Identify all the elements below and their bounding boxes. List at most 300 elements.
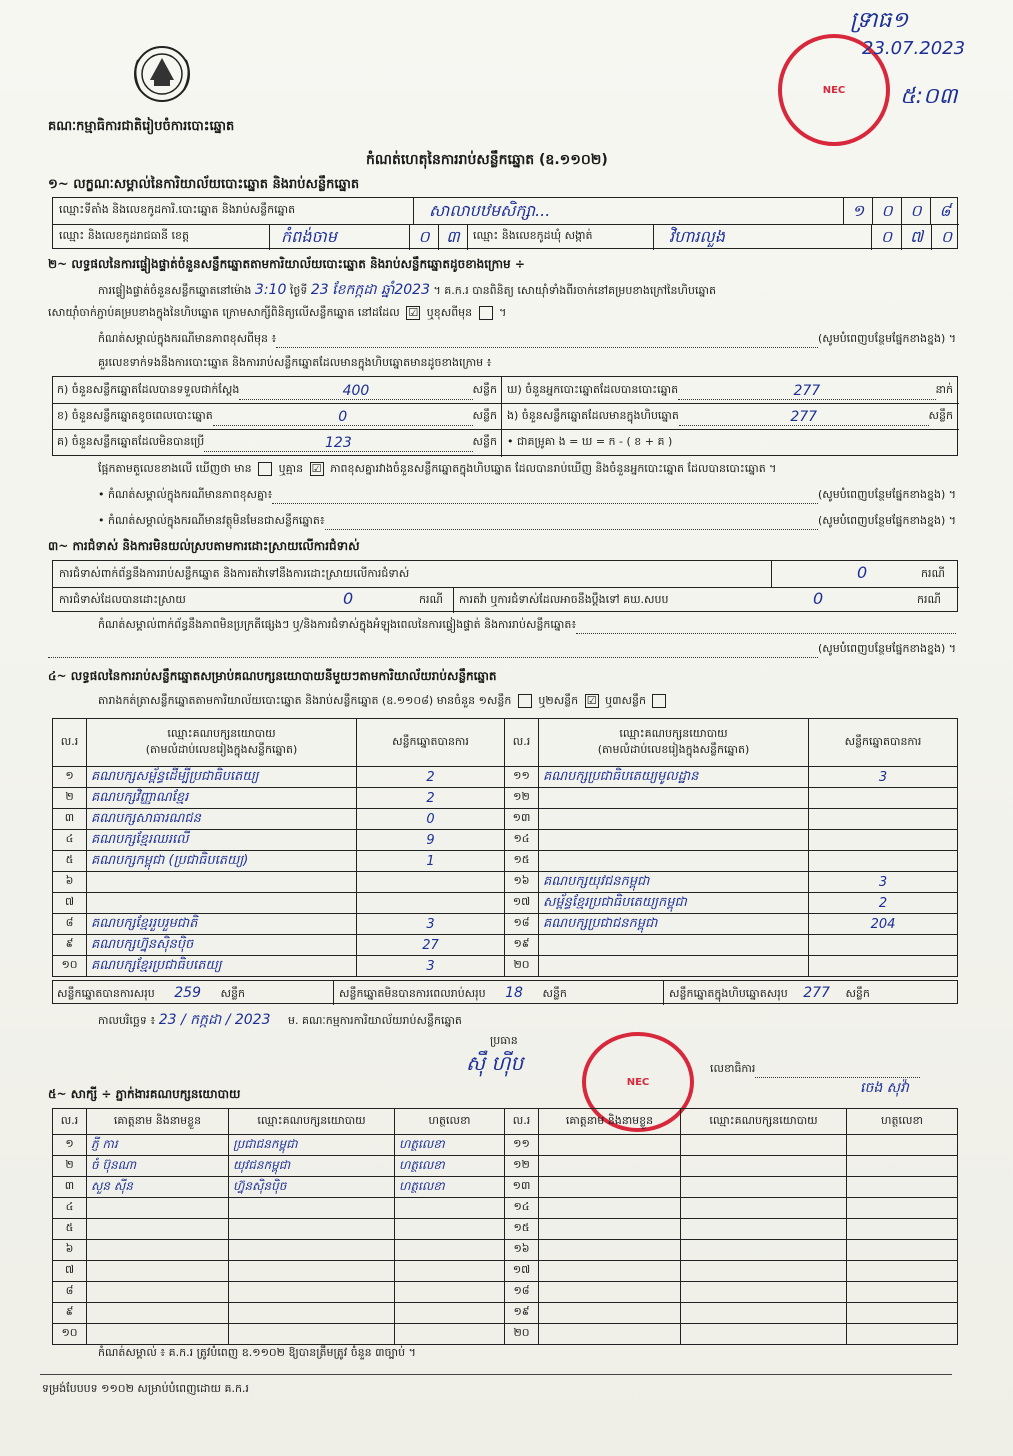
witness-signature [395, 1324, 505, 1345]
witness-party [681, 1282, 847, 1303]
commune-value: វិហារលួង [669, 227, 725, 246]
seal-line [48, 306, 506, 322]
seal-line-end: ។ [499, 306, 507, 319]
row-number: ១០ [53, 956, 87, 977]
party-name: គណបក្សប្រជាធិបតេយ្យមូលដ្ឋាន [539, 767, 809, 788]
total-invalid-label: សន្លឹកឆ្នោតមិនបានការពេលរាប់សរុប [339, 987, 486, 1000]
vote-count [357, 893, 505, 914]
vote-count: 2 [809, 893, 958, 914]
total-box-value: 277 [803, 985, 830, 1001]
col-header-party: ឈ្មោះគណបក្សនយោបាយ [681, 1109, 847, 1135]
total-valid-label: សន្លឹកឆ្នោតបានការសរុប [57, 987, 155, 1000]
witness-signature [395, 1303, 505, 1324]
row-number: ១២ [505, 1156, 539, 1177]
col-header-no: ល.រ [53, 1109, 87, 1135]
party-header-sub: (តាមលំដាប់លេខរៀងក្នុងសន្លឹកឆ្នោត) [597, 742, 750, 756]
table-row [53, 1219, 958, 1240]
figure-in-box [507, 409, 953, 426]
party-name [539, 851, 809, 872]
table-row [53, 1240, 958, 1261]
row-number: ២០ [505, 1324, 539, 1345]
witness-signature [395, 1261, 505, 1282]
vote-count: 2 [357, 767, 505, 788]
row-number: ១៩ [505, 1303, 539, 1324]
vote-count: 0 [357, 809, 505, 830]
witness-signature: ហត្ថលេខា [395, 1135, 505, 1156]
totals-row [52, 980, 958, 1004]
witness-name: សួន ស៊ីន [87, 1177, 229, 1198]
vote-count: 3 [809, 872, 958, 893]
witness-name [87, 1261, 229, 1282]
row-number: ១៩ [505, 935, 539, 956]
section4-intro [98, 694, 669, 710]
party-name: គណបក្សខ្មែរប្រជាធិបតេយ្យ [87, 956, 357, 977]
witness-signature [847, 1240, 958, 1261]
date-line [98, 1010, 462, 1031]
province-label: ឈ្មោះ និងលេខកូដរាជធានី ខេត្ត [59, 229, 189, 242]
row-number: ១១ [505, 1135, 539, 1156]
party-name [539, 809, 809, 830]
president-name: ស៊ឹ ហ៊ីប [466, 1051, 524, 1075]
witness-signature [847, 1177, 958, 1198]
witness-party [681, 1198, 847, 1219]
seal-changed-checkbox[interactable] [479, 306, 493, 320]
party-name: គណបក្សយុវជនកម្ពុជា [539, 872, 809, 893]
code-digit: ០ [901, 198, 930, 224]
sheets-2-label: ឬ២សន្លឹក [538, 694, 579, 707]
table-row [53, 809, 958, 830]
witness-signature: ហត្ថលេខា [395, 1177, 505, 1198]
figures-intro: គួរលេខទាក់ទងនឹងការបោះឆ្នោត និងការរាប់សន្លឹកឆ្នោតដែលមានក្នុងហិបឆ្នោតមានដូចខាងក្រោម ៖ [98, 356, 492, 369]
figure-value: 400 [239, 383, 472, 400]
witness-signature [847, 1219, 958, 1240]
stamp-label: NEC [822, 84, 846, 96]
date-value: 23 / កក្កដា / 2023 [158, 1012, 271, 1028]
figure-label: គ) ចំនួនសន្លឹកឆ្នោតដែលមិនបានប្រើ [57, 435, 205, 448]
row-number: ៦ [53, 1240, 87, 1261]
verification-line-rest: ។ គ.ក.រ បានពិនិត្យ សោយ៉ាំទាំងពីរចាក់នៅគម្របខាងក្រៅនៃហិបឆ្នោត [433, 284, 716, 297]
commission-name: គណៈកម្មាធិការជាតិរៀបចំការបោះឆ្នោត [48, 119, 235, 134]
witness-signature [395, 1282, 505, 1303]
form-footer: ទម្រង់បែបបទ ១១០២ សម្រាប់បំពេញដោយ គ.ក.រ [42, 1382, 249, 1395]
difference-yes-checkbox[interactable] [258, 462, 272, 476]
party-name: គណបក្សវិញ្ញាណខ្មែរ [87, 788, 357, 809]
col-header-party: ឈ្មោះគណបក្សនយោបាយ [229, 1109, 395, 1135]
witness-party [681, 1324, 847, 1345]
table-row [53, 788, 958, 809]
table-row [53, 767, 958, 788]
compare-line [98, 462, 776, 478]
president-label: ប្រធាន [490, 1034, 518, 1047]
witness-name [87, 1240, 229, 1261]
note1-line [98, 332, 956, 348]
objections-unit: ករណី [921, 567, 945, 580]
col-header-party [87, 719, 357, 767]
location-value: សាលាបឋមសិក្សា... [429, 201, 551, 220]
witness-party [681, 1240, 847, 1261]
witness-name: ចំ ប៊ុនណា [87, 1156, 229, 1177]
section3-note-label: កំណត់សម្គាល់ពាក់ព័ន្ធនឹងភាពមិនប្រក្រតីផ្សេងៗ ឬ/និងការជំទាស់ក្នុងអំឡុងពេលនៃការផ្ទៀងផ្ទាត់ និងការរាប់សន្លឹកឆ្នោត៖ [98, 618, 577, 631]
total-box-label: សន្លឹកឆ្នោតក្នុងហិបឆ្នោតសរុប [669, 987, 788, 1000]
figure-label: ឃ) ចំនួនអ្នកបោះឆ្នោតដែលបានបោះឆ្នោត [507, 383, 679, 396]
figure-voters [507, 383, 953, 400]
verification-line [98, 280, 716, 301]
seal-intact-checkbox[interactable]: ☑ [406, 306, 420, 320]
row-number: ៥ [53, 851, 87, 872]
witness-signature [847, 1135, 958, 1156]
code-digit: ៣ [438, 224, 468, 250]
witness-table [52, 1108, 958, 1345]
col-header-no: ល.រ [505, 719, 539, 767]
row-number: ៤ [53, 830, 87, 851]
section1-title: ១~ លក្ខណៈសម្គាល់នៃការិយាល័យបោះឆ្នោត និងរាប់សន្លឹកឆ្នោត [48, 177, 360, 192]
witness-name [539, 1261, 681, 1282]
figure-formula: • ជាគម្រូគា ង = ឃ = ក - ( ខ + គ ) [507, 435, 673, 448]
row-number: ១០ [53, 1324, 87, 1345]
witness-name [87, 1303, 229, 1324]
figure-received [57, 383, 497, 400]
compare-text: ផ្អែកតាមតួលេខខាងលើ ឃើញថា មាន [98, 462, 252, 475]
witness-party [681, 1261, 847, 1282]
province-code [409, 224, 468, 250]
witness-party [681, 1156, 847, 1177]
difference-no-checkbox[interactable]: ☑ [310, 462, 324, 476]
table-row [53, 1261, 958, 1282]
vote-count: 204 [809, 914, 958, 935]
date-label: កាលបរិច្ឆេទ ៖ [98, 1014, 156, 1027]
results-body [53, 767, 958, 977]
sheets-3-label: ឬ៣សន្លឹក [605, 694, 646, 707]
table-row [53, 914, 958, 935]
section3-note-field2[interactable] [48, 642, 818, 658]
appeal-label: ការតវ៉ា ឬការជំទាស់ដែលអាចនឹងប្តឹងទៅ គឃ.សបប [459, 593, 669, 606]
witness-signature [847, 1198, 958, 1219]
witness-party [681, 1135, 847, 1156]
row-number: ៥ [53, 1219, 87, 1240]
witness-party [229, 1261, 395, 1282]
row-number: ២០ [505, 956, 539, 977]
party-name: សម្ព័ន្ធខ្មែរប្រជាធិបតេយ្យកម្ពុជា [539, 893, 809, 914]
witness-signature [395, 1240, 505, 1261]
figure-unit: នាក់ [935, 383, 953, 396]
bullet2-hint: (សូមបំពេញបន្ថែមផ្នែកខាងខ្នង) ។ [817, 514, 956, 527]
figure-unit: សន្លឹក [472, 435, 497, 448]
witness-party [229, 1303, 395, 1324]
row-number: ១៥ [505, 851, 539, 872]
table-row [53, 851, 958, 872]
bullet1-field[interactable] [272, 488, 818, 504]
verification-day: 23 [310, 282, 329, 298]
witness-party: យុវជនកម្ពុជា [229, 1156, 395, 1177]
row-number: ៤ [53, 1198, 87, 1219]
figure-unit: សន្លឹក [472, 409, 497, 422]
party-name [539, 830, 809, 851]
table-row [53, 1303, 958, 1324]
vote-count [809, 935, 958, 956]
table-row [53, 1282, 958, 1303]
figure-spoiled [57, 409, 497, 426]
figure-value: 0 [213, 409, 473, 426]
witness-name [539, 1303, 681, 1324]
party-header-label: ឈ្មោះគណបក្សនយោបាយ [167, 726, 276, 740]
row-number: ១៧ [505, 1261, 539, 1282]
commune-code [871, 224, 961, 250]
figure-label: ក) ចំនួនសន្លឹកឆ្នោតដែលបានទទួលជាក់ស្តែង [57, 383, 240, 396]
party-name [539, 956, 809, 977]
party-name [539, 788, 809, 809]
figure-value: 277 [679, 409, 929, 426]
nec-logo [128, 40, 196, 110]
witness-name [539, 1240, 681, 1261]
figure-value: 277 [678, 383, 935, 400]
row-number: ១៨ [505, 1282, 539, 1303]
compare-rest: ភាពខុសគ្នារវាងចំនួនសន្លឹកឆ្នោតក្នុងហិបឆ្នោត ដែលបានរាប់ឃើញ និងចំនួនអ្នកបោះឆ្នោត ដែលបានបោះឆ្នោត ។ [330, 462, 777, 475]
party-name [87, 872, 357, 893]
secretary-signature-field[interactable] [755, 1062, 920, 1078]
bullet2-line [98, 514, 956, 530]
vote-count [809, 809, 958, 830]
secretary-name: ចេង សុវ៉ា [860, 1080, 909, 1096]
col-header-party [539, 719, 809, 767]
vote-count: 3 [809, 767, 958, 788]
party-name [87, 893, 357, 914]
witness-signature [847, 1303, 958, 1324]
party-name: គណបក្សខ្មែរឈរលើ [87, 830, 357, 851]
party-header-label: ឈ្មោះគណបក្សនយោបាយ [619, 726, 728, 740]
table-row [53, 1135, 958, 1156]
resolved-value: 0 [343, 589, 354, 608]
vote-count [809, 851, 958, 872]
col-header-sign: ហត្ថលេខា [847, 1109, 958, 1135]
row-number: ១១ [505, 767, 539, 788]
witness-signature: ហត្ថលេខា [395, 1156, 505, 1177]
sheets-2-checkbox[interactable]: ☑ [585, 694, 599, 708]
witness-party [229, 1324, 395, 1345]
col-header-no: ល.រ [505, 1109, 539, 1135]
objections-value: 0 [857, 563, 868, 582]
vote-count: 2 [357, 788, 505, 809]
witness-signature [847, 1324, 958, 1345]
commune-label: ឈ្មោះ និងលេខកូដឃុំ សង្កាត់ [473, 229, 593, 242]
note1-label: កំណត់សម្គាល់ក្នុងករណីមានភាពខុសពីមុន ៖ [98, 332, 277, 345]
vote-count [809, 788, 958, 809]
row-number: ៨ [53, 1282, 87, 1303]
row-number: ១៣ [505, 809, 539, 830]
row-number: ៦ [53, 872, 87, 893]
seal-changed-label: ឬខុសពីមុន [426, 306, 473, 319]
party-name: គណបក្សប្រជាជនកម្ពុជា [539, 914, 809, 935]
code-digit: ០ [872, 198, 901, 224]
president-signature [466, 1050, 523, 1080]
witness-party: ប្រជាជនកម្ពុជា [229, 1135, 395, 1156]
province-value: កំពង់ចាម [281, 227, 337, 246]
vote-count: 27 [357, 935, 505, 956]
witness-name [539, 1198, 681, 1219]
corner-stamp-date: 23.07.2023 [862, 38, 966, 59]
col-header-name: គោត្តនាម និងនាមខ្លួន [87, 1109, 229, 1135]
figure-label: ខ) ចំនួនសន្លឹកឆ្នោតខូចពេលបោះឆ្នោត [57, 409, 213, 422]
location-label: ឈ្មោះទីតាំង និងលេខកូដការិ.បោះឆ្នោត និងរាប់សន្លឹកឆ្នោត [59, 203, 296, 216]
section3-title: ៣~ ការជំទាស់ និងការមិនយល់ស្របតាមការដោះស្រាយលើការជំទាស់ [48, 539, 360, 553]
witness-party [681, 1303, 847, 1324]
col-header-sign: ហត្ថលេខា [395, 1109, 505, 1135]
witness-name [539, 1324, 681, 1345]
section4-intro-text: តារាងកត់ត្រាសន្លឹកឆ្នោតតាមការិយាល័យបោះឆ្នោត និងរាប់សន្លឹកឆ្នោត (ឧ.១១០៨) មានចំនួន ១សន្លឹក [98, 694, 512, 707]
vote-count: 3 [357, 914, 505, 935]
section2-title: ២~ លទ្ធផលនៃការផ្ទៀងផ្ទាត់ចំនួនសន្លឹកឆ្នោតតាមការិយាល័យបោះឆ្នោត និងរាប់សន្លឹកឆ្នោតដូចខាងក្រោម ÷ [48, 257, 525, 271]
total-valid-unit: សន្លឹក [220, 987, 245, 1000]
party-name: គណបក្សខ្មែររួបរួមជាតិ [87, 914, 357, 935]
table-row [53, 872, 958, 893]
vote-count [809, 956, 958, 977]
total-box [669, 985, 870, 1003]
vote-count [809, 830, 958, 851]
witness-signature [847, 1282, 958, 1303]
table-row [53, 893, 958, 914]
figure-unused [57, 435, 497, 452]
table-row [53, 830, 958, 851]
row-number: ១៦ [505, 1240, 539, 1261]
row-number: ៣ [53, 809, 87, 830]
row-number: ១៤ [505, 830, 539, 851]
code-digit: ៧ [901, 224, 931, 250]
vote-count: 9 [357, 830, 505, 851]
party-name: គណបក្សសាធារណជន [87, 809, 357, 830]
witness-party [229, 1198, 395, 1219]
witness-name [87, 1219, 229, 1240]
party-name: គណបក្សសម្ព័ន្ធដើម្បីប្រជាធិបតេយ្យ [87, 767, 357, 788]
resolved-unit: ករណី [419, 593, 443, 606]
party-header-sub: (តាមលំដាប់លេខរៀងក្នុងសន្លឹកឆ្នោត) [145, 742, 298, 756]
section5-title: ៥~ សាក្សី ÷ ភ្នាក់ងារគណបក្សនយោបាយ [48, 1087, 241, 1101]
col-header-no: ល.រ [53, 719, 87, 767]
party-name: គណបក្សហ្វ៊ុនស៊ិនប៉ិច [87, 935, 357, 956]
col-header-votes: សន្លឹកឆ្នោតបានការ [809, 719, 958, 767]
verification-day-label: ថ្ងៃទី [289, 284, 308, 297]
witness-body [53, 1135, 958, 1345]
section1-box [52, 197, 958, 249]
row-number: ២ [53, 1156, 87, 1177]
total-invalid-unit: សន្លឹក [542, 987, 567, 1000]
secretary-line [710, 1062, 920, 1078]
witness-party [681, 1219, 847, 1240]
vote-count: 1 [357, 851, 505, 872]
verification-time-label: ការផ្ទៀងផ្ទាត់ចំនួនសន្លឹកឆ្នោតនៅម៉ោង [98, 284, 252, 297]
footer-divider [40, 1374, 952, 1375]
witness-name: ភ្ញី ការ [87, 1135, 229, 1156]
section3-note [98, 618, 956, 634]
witness-party: ហ្វ៊ុនស៊ិនប៉ិច [229, 1177, 395, 1198]
party-name: គណបក្សកម្ពុជា (ប្រជាធិបតេយ្យ) [87, 851, 357, 872]
code-digit: ០ [931, 224, 961, 250]
sheets-1-checkbox[interactable] [518, 694, 532, 708]
row-number: ៩ [53, 935, 87, 956]
resolved-label: ការជំទាស់ដែលបានដោះស្រាយ [59, 593, 186, 606]
witness-party [229, 1282, 395, 1303]
section3-note-field[interactable] [576, 618, 956, 634]
figure-unit: សន្លឹក [472, 383, 497, 396]
bullet2-label: • កំណត់សម្គាល់ក្នុងករណីមានវត្ថុមិនមែនជាសន្លឹកឆ្នោត៖ [98, 514, 325, 527]
objections-label: ការជំទាស់ពាក់ព័ន្ធនឹងការរាប់សន្លឹកឆ្នោត និងការតវ៉ាទៅនឹងការដោះស្រាយលើការជំទាស់ [59, 567, 410, 580]
row-number: ១ [53, 1135, 87, 1156]
row-number: ៨ [53, 914, 87, 935]
vote-count: 3 [357, 956, 505, 977]
compare-no-label: ឬគ្មាន [278, 462, 304, 475]
sheets-3-checkbox[interactable] [652, 694, 666, 708]
row-number: ១២ [505, 788, 539, 809]
witness-name [539, 1282, 681, 1303]
section4-title: ៤~ លទ្ធផលនៃការរាប់សន្លឹកឆ្នោតសម្រាប់គណបក្សនយោបាយនីមួយៗតាមការិយាល័យរាប់សន្លឹកឆ្នោត [48, 669, 497, 683]
results-table [52, 718, 958, 977]
table-row [53, 935, 958, 956]
table-row [53, 1198, 958, 1219]
witness-name [87, 1324, 229, 1345]
witness-name [539, 1219, 681, 1240]
row-number: ១ [53, 767, 87, 788]
witness-signature [395, 1219, 505, 1240]
witness-party [229, 1240, 395, 1261]
note1-hint: (សូមបំពេញបន្ថែមផ្នែកខាងខ្នង) ។ [817, 332, 956, 345]
row-number: ១៨ [505, 914, 539, 935]
note1-field[interactable] [276, 332, 818, 348]
row-number: ១៤ [505, 1198, 539, 1219]
figure-label: ង) ចំនួនសន្លឹកឆ្នោតដែលមានក្នុងហិបឆ្នោត [507, 409, 679, 422]
row-number: ១៧ [505, 893, 539, 914]
figure-unit: សន្លឹក [928, 409, 953, 422]
witness-party [229, 1219, 395, 1240]
corner-handwriting-2: ៥:០៣ [900, 84, 958, 109]
section3-hint: (សូមបំពេញបន្ថែមផ្នែកខាងខ្នង) ។ [817, 642, 956, 655]
row-number: ៧ [53, 893, 87, 914]
committee-label: ម. គណៈកម្មការការិយាល័យរាប់សន្លឹកឆ្នោត [288, 1014, 462, 1027]
section3-box [52, 560, 958, 612]
appeal-value: 0 [813, 589, 824, 608]
bullet1-hint: (សូមបំពេញបន្ថែមផ្នែកខាងខ្នង) ។ [817, 488, 956, 501]
witness-signature [847, 1261, 958, 1282]
vote-count [357, 872, 505, 893]
location-code [843, 198, 959, 224]
stamp-label: NEC [626, 1076, 650, 1088]
witness-party [681, 1177, 847, 1198]
section3-note-line2 [48, 642, 956, 658]
seal-line-text: សោយ៉ាំចាក់ភ្ជាប់គម្របខាងក្នុងនៃហិបឆ្នោត ក្រោមសាក្សីពិនិត្យលើសន្លឹកឆ្នោត នៅដដែល [48, 306, 400, 319]
witness-name [539, 1156, 681, 1177]
verification-time: 3:10 [254, 282, 287, 298]
table-row [53, 1177, 958, 1198]
table-row [53, 956, 958, 977]
row-number: ៧ [53, 1261, 87, 1282]
row-number: ១៦ [505, 872, 539, 893]
figure-value: 123 [204, 435, 472, 452]
witness-signature [847, 1156, 958, 1177]
bullet1-label: • កំណត់សម្គាល់ក្នុងករណីមានភាពខុសគ្នា៖ [98, 488, 273, 501]
row-number: ១៥ [505, 1219, 539, 1240]
footer-note: កំណត់សម្គាល់ ៖ គ.ក.រ ត្រូវបំពេញ ឧ.១១០២ ឱ្យបានត្រឹមត្រូវ ចំនួន ៣ច្បាប់ ។ [98, 1346, 416, 1359]
code-digit: ៨ [930, 198, 959, 224]
witness-name [87, 1282, 229, 1303]
total-box-unit: សន្លឹក [845, 987, 870, 1000]
witness-name [539, 1135, 681, 1156]
row-number: ២ [53, 788, 87, 809]
table-row [53, 1156, 958, 1177]
bullet2-field[interactable] [325, 514, 818, 530]
verification-month-year: ខែកក្កដា ឆ្នាំ2023 [332, 282, 430, 298]
witness-name [539, 1177, 681, 1198]
appeal-unit: ករណី [917, 593, 941, 606]
code-digit: ០ [409, 224, 438, 250]
witness-name [87, 1198, 229, 1219]
total-valid-value: 259 [174, 985, 201, 1001]
